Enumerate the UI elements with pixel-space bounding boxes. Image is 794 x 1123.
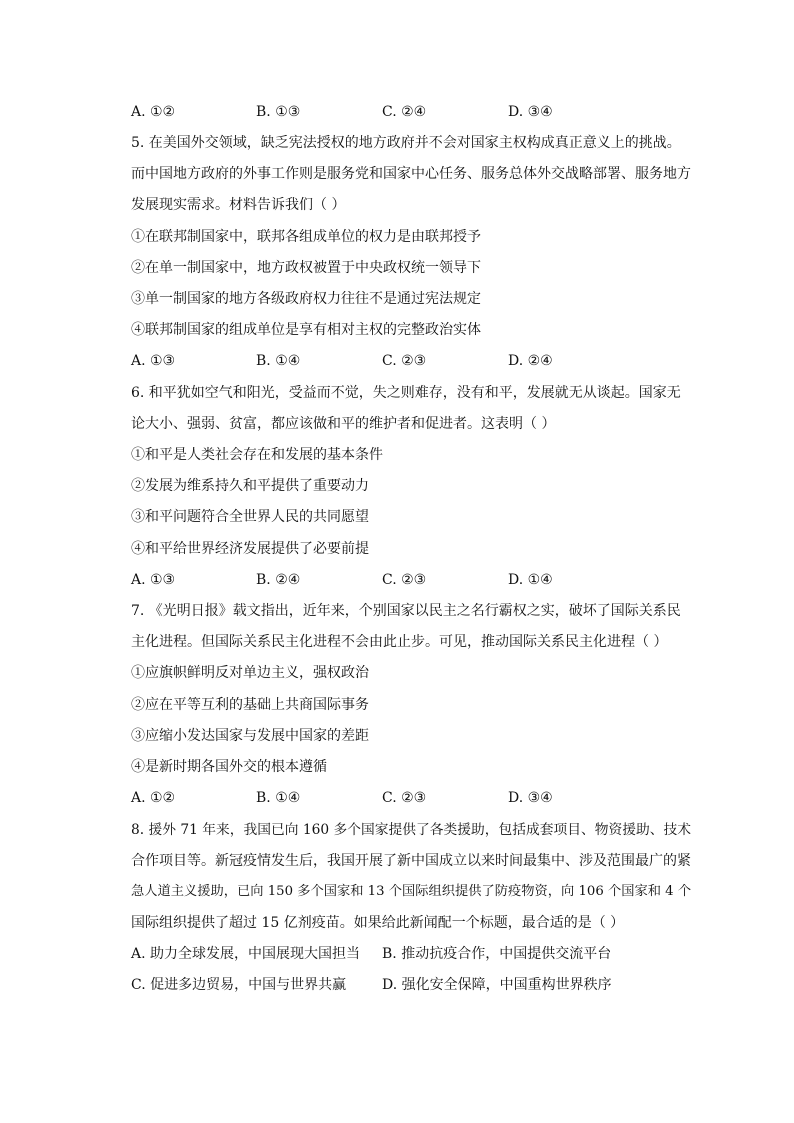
question-stem-line: 国际组织提供了超过 15 亿剂疫苗。如果给此新闻配一个标题，最合适的是（ ） [131, 915, 625, 931]
option-c: C. ②③ [382, 572, 427, 588]
prev-question-options [131, 102, 691, 122]
statement-item: ①应旗帜鲜明反对单边主义，强权政治 [131, 665, 369, 681]
statement-item: ①在联邦制国家中，联邦各组成单位的权力是由联邦授予 [131, 229, 481, 245]
option-d: D. ①④ [508, 572, 553, 588]
question-stem-line: 主化进程。但国际关系民主化进程不会由此止步。可见，推动国际关系民主化进程（ ） [131, 634, 668, 650]
statement-item: ④和平给世界经济发展提供了必要前提 [131, 541, 369, 557]
option-b: B. ①③ [256, 104, 301, 120]
question-stem-line: 急人道主义援助，已向 150 多个国家和 13 个国际组织提供了防疫物资，向 106 个国家和 4 个 [131, 884, 692, 899]
option-a: A. ①③ [131, 572, 176, 588]
option-d: D. ③④ [508, 104, 553, 120]
statement-item: ④是新时期各国外交的根本遵循 [131, 759, 327, 775]
option-a: A. ①② [131, 104, 176, 120]
option-d: D. ②④ [508, 353, 553, 369]
option-c: C. ②④ [382, 104, 427, 120]
statement-item: ②发展为维系持久和平提供了重要动力 [131, 478, 369, 494]
option-c: C. ②③ [382, 790, 427, 806]
answer-options [131, 788, 691, 808]
question-stem-line: 论大小、强弱、贫富，都应该做和平的维护者和促进者。这表明（ ） [131, 416, 556, 432]
option-d: D. 强化安全保障，中国重构世界秩序 [382, 977, 612, 993]
statement-item: ①和平是人类社会存在和发展的基本条件 [131, 447, 383, 463]
question-stem-line: 7. 《光明日报》载文指出，近年来，个别国家以民主之名行霸权之实，破坏了国际关系民 [131, 603, 681, 619]
answer-options [131, 351, 691, 371]
question-stem-line: 发展现实需求。材料告诉我们（ ） [131, 197, 346, 213]
option-b: B. ①④ [256, 790, 301, 806]
option-a: A. ①② [131, 790, 176, 806]
option-d: D. ③④ [508, 790, 553, 806]
statement-item: ②在单一制国家中，地方政权被置于中央政权统一领导下 [131, 260, 481, 276]
option-c: C. ②③ [382, 353, 427, 369]
option-a: A. ①③ [131, 353, 176, 369]
statement-item: ③单一制国家的地方各级政府权力往往不是通过宪法规定 [131, 291, 481, 307]
statement-item: ③和平问题符合全世界人民的共同愿望 [131, 509, 369, 525]
option-b: B. ②④ [256, 572, 301, 588]
statement-item: ④联邦制国家的组成单位是享有相对主权的完整政治实体 [131, 322, 481, 338]
statement-item: ②应在平等互利的基础上共商国际事务 [131, 697, 369, 713]
option-b: B. ①④ [256, 353, 301, 369]
option-a: A. 助力全球发展，中国展现大国担当 [131, 946, 361, 962]
question-stem-line: 合作项目等。新冠疫情发生后，我国开展了新中国成立以来时间最集中、涉及范围最广的紧 [131, 853, 691, 869]
question-stem-line: 6. 和平犹如空气和阳光，受益而不觉，失之则难存，没有和平，发展就无从谈起。国家无 [131, 385, 681, 401]
question-stem-line: 5. 在美国外交领域，缺乏宪法授权的地方政府并不会对国家主权构成真正意义上的挑战。 [131, 135, 681, 151]
option-b: B. 推动抗疫合作，中国提供交流平台 [382, 946, 612, 962]
statement-item: ③应缩小发达国家与发展中国家的差距 [131, 728, 369, 744]
question-stem-line: 8. 援外 71 年来，我国已向 160 多个国家提供了各类援助，包括成套项目、物资援助、技术 [131, 822, 691, 838]
option-c: C. 促进多边贸易，中国与世界共赢 [131, 977, 347, 993]
answer-options-row-2 [131, 975, 691, 995]
question-stem-line: 而中国地方政府的外事工作则是服务党和国家中心任务、服务总体外交战略部署、服务地方 [131, 166, 691, 182]
answer-options-row-1 [131, 944, 691, 964]
answer-options [131, 570, 691, 590]
